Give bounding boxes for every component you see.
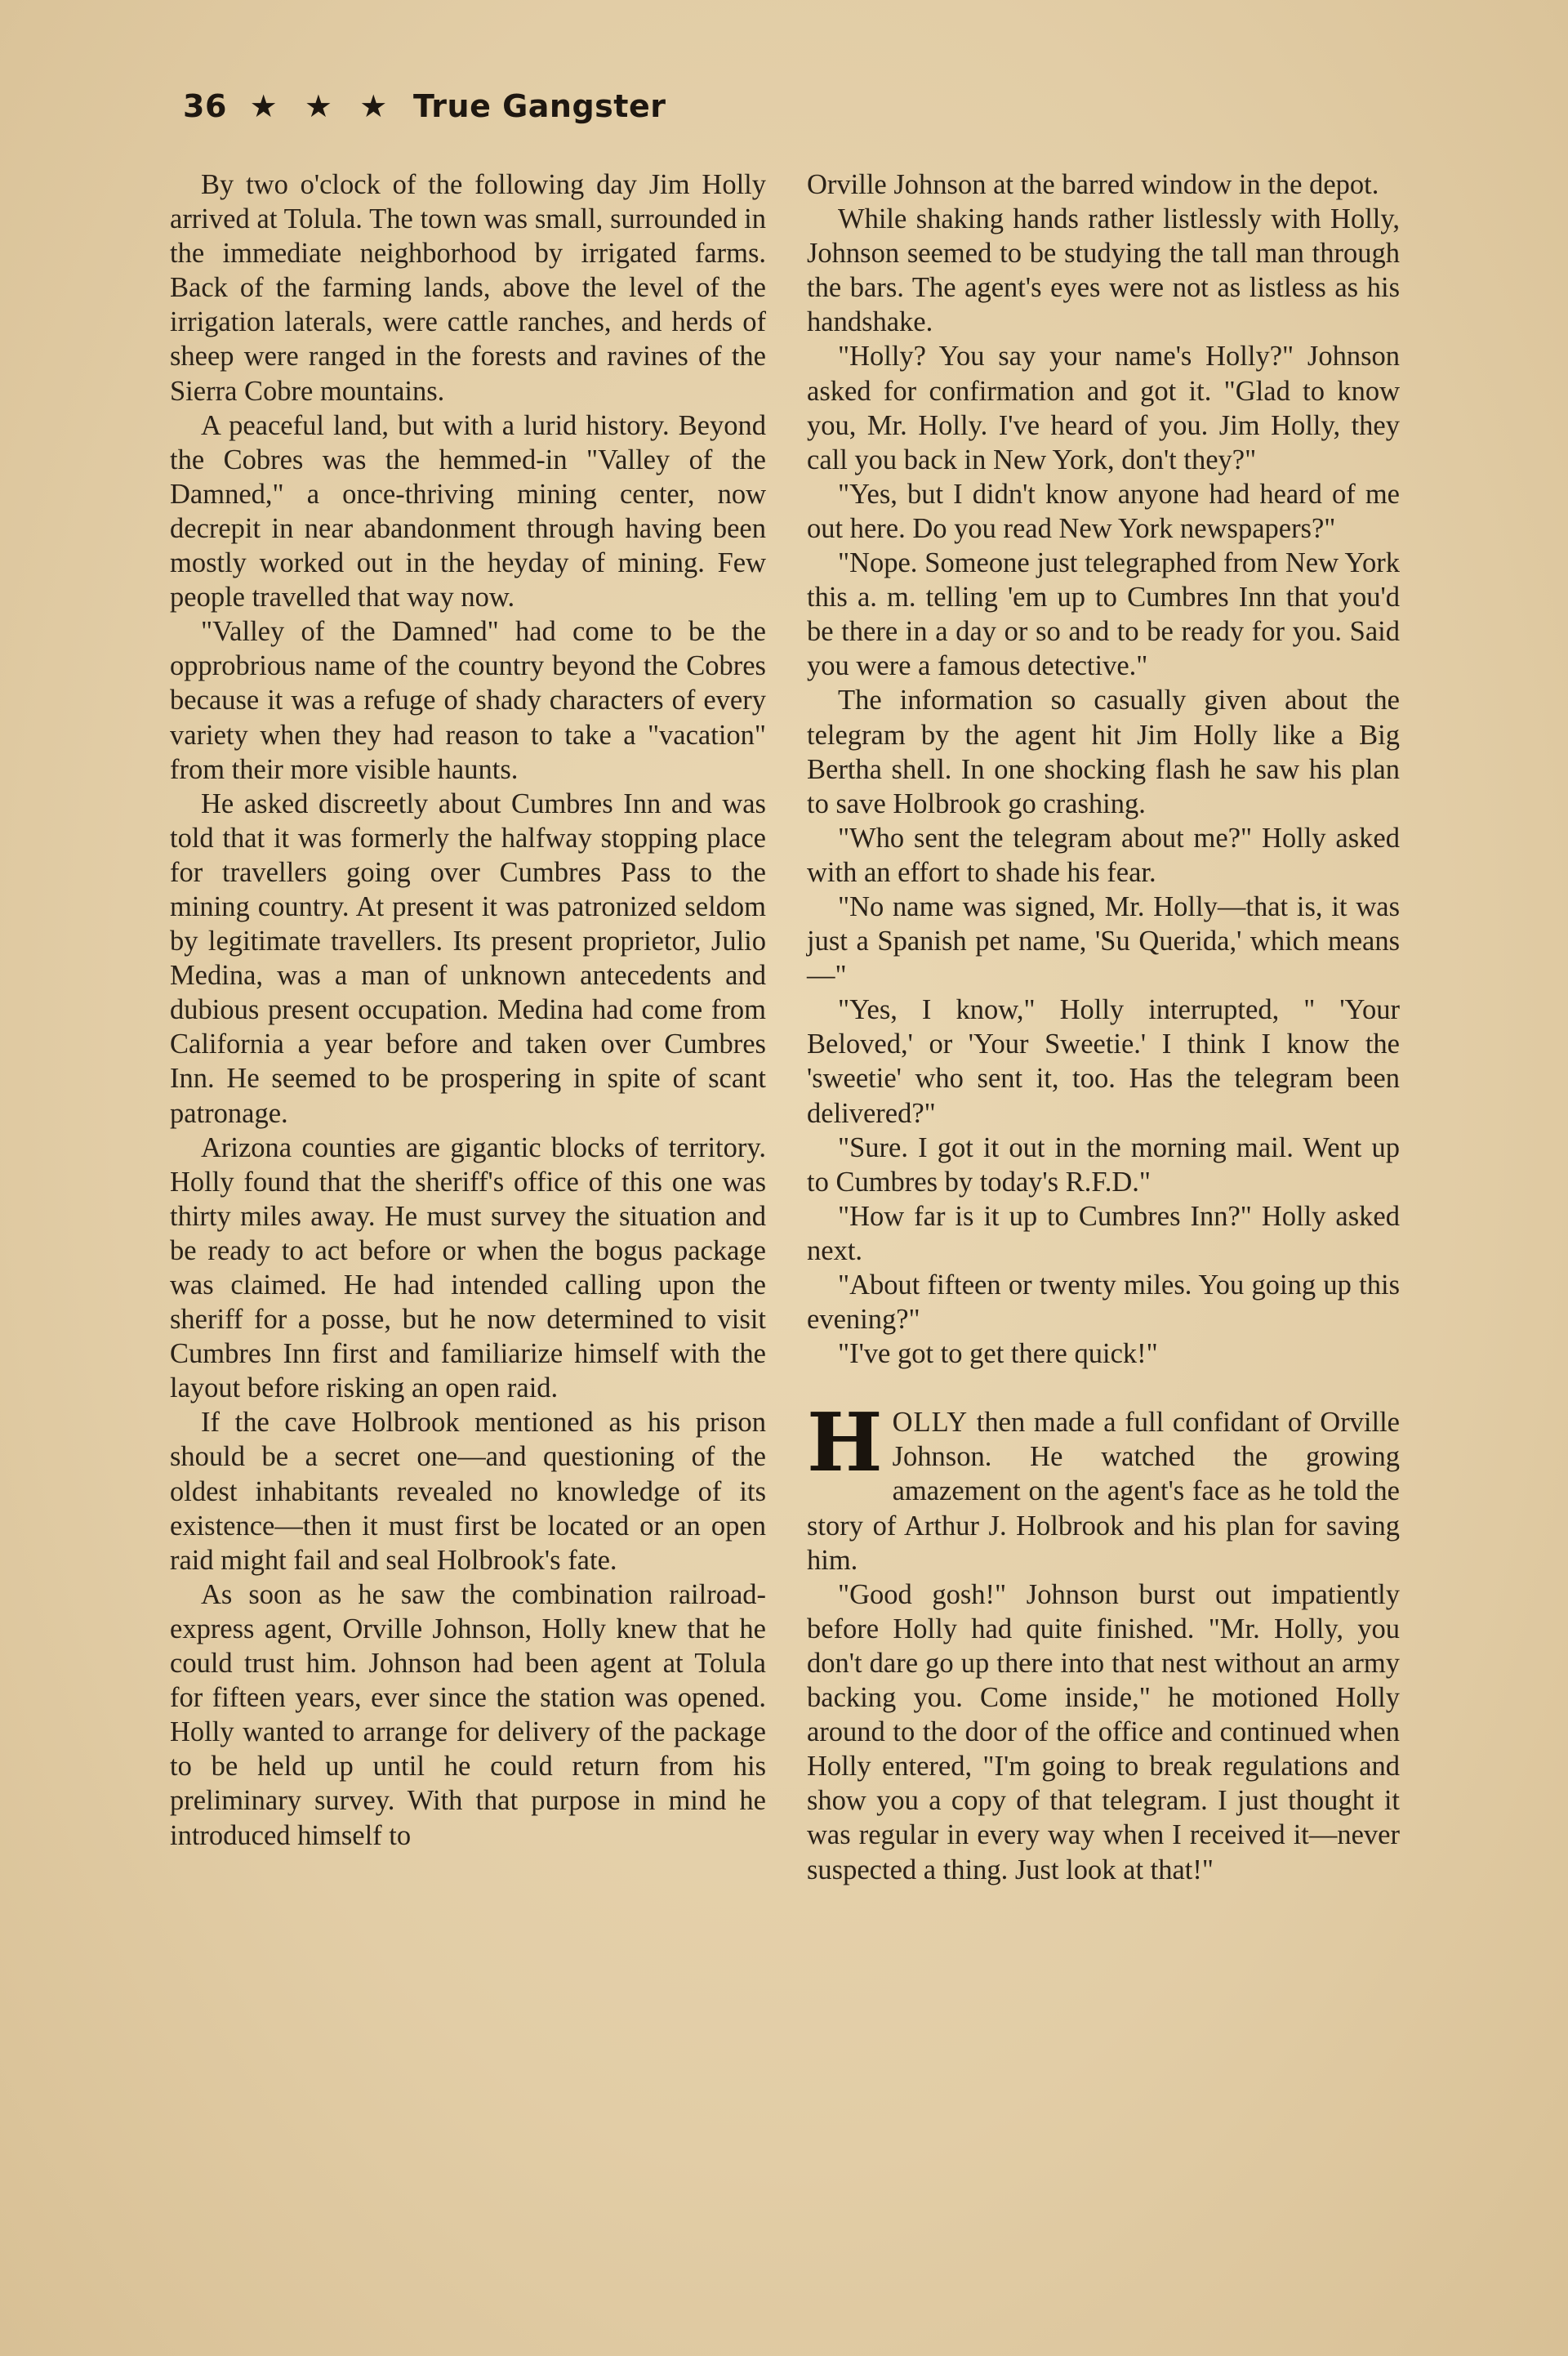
paragraph: "About fifteen or twenty miles. You going up this evening?": [807, 1269, 1400, 1336]
paragraph: "Yes, but I didn't know anyone had heard of me out here. Do you read New York newspapers?": [807, 478, 1400, 544]
paragraph: He asked discreetly about Cumbres Inn and was told that it was formerly the halfway stopping place for travellers going over Cumbres Pass to the mining country. At present it was patronized seldom by legitimate travellers. Its present proprietor, Julio Medina, was a man of unknown antecedents and dubious present occupation. Medina had come from California a year before and taken over Cumbres Inn. He seemed to be prospering in spite of scant patronage.: [170, 788, 766, 1129]
paragraph: By two o'clock of the following day Jim Holly arrived at Tolula. The town was small, surrounded in the immediate neighborhood by irrigated farms. Back of the farming lands, above the level of the irrigation laterals, were cattle ranches, and herds of sheep were ranged in the forests and ravines of the Sierra Cobre mountains.: [170, 169, 766, 407]
paragraph: "I've got to get there quick!": [838, 1338, 1158, 1370]
paragraph: If the cave Holbrook mentioned as his prison should be a secret one—and questioning of the oldest inhabitants revealed no knowledge of its existence—then it must first be located or an open raid might fail and seal Holbrook's fate.: [170, 1407, 766, 1576]
paragraph: "Yes, I know," Holly interrupted, " 'Your Beloved,' or 'Your Sweetie.' I think I know the 'sweetie' who sent it, too. Has the telegram been delivered?": [807, 994, 1400, 1129]
paragraph: "Sure. I got it out in the morning mail. Went up to Cumbres by today's R.F.D.": [807, 1131, 1400, 1198]
magazine-title: True Gangster: [413, 88, 666, 124]
opening-text: then made a full confidant of Orville Johnson. He watched the growing amazement on the agent's face as he told the story of Arthur J. Holbrook and his plan for saving him.: [807, 1407, 1400, 1576]
drop-cap: H: [807, 1396, 883, 1491]
star-rating-icon: ★ ★ ★: [249, 88, 396, 124]
paragraph: "Valley of the Damned" had come to be the opprobrious name of the country beyond the Cobres because it was a refuge of shady characters of every variety when they had reason to take a "vacation" from their more visible haunts.: [170, 616, 766, 785]
paragraph: As soon as he saw the combination railroad-express agent, Orville Johnson, Holly knew that he could trust him. Johnson had been agent at Tolula for fifteen years, ever since the station was opened. Holly wanted to arrange for delivery of the package to be held up until he could return from his preliminary survey. With that purpose in mind he introduced himself to: [170, 1578, 766, 1851]
paragraph: The information so casually given about the telegram by the agent hit Jim Holly like a Big Bertha shell. In one shocking flash he saw his plan to save Holbrook go crashing.: [807, 685, 1400, 819]
paragraph: A peaceful land, but with a lurid history. Beyond the Cobres was the hemmed-in "Valley of the Damned," a once-thriving mining center, now decrepit in near abandonment through having been mostly worked out in the heyday of mining. Few people travelled that way now.: [170, 409, 766, 614]
paragraph: "Nope. Someone just telegraphed from New York this a. m. telling 'em up to Cumbres Inn that you'd be there in a day or so and to be ready for you. Said you were a famous detective.": [807, 547, 1400, 682]
opening-small-caps: OLLY: [892, 1407, 969, 1439]
paragraph: While shaking hands rather listlessly with Holly, Johnson seemed to be studying the tall man through the bars. The agent's eyes were not as listless as his handshake.: [807, 203, 1400, 338]
page-header: [183, 88, 666, 124]
section-opening-paragraph: [807, 1396, 1400, 1577]
left-column: [170, 167, 766, 1853]
paragraph: "How far is it up to Cumbres Inn?" Holly asked next.: [807, 1200, 1400, 1266]
paragraph: "Good gosh!" Johnson burst out impatiently before Holly had quite finished. "Mr. Holly, you don't dare go up there into that nest without an army backing you. Come inside," he motioned Holly around to the door of the office and continued when Holly entered, "I'm going to break regulations and show you a copy of that telegram. I just thought it was regular in every way when I received it—never suspected a thing. Just look at that!": [807, 1578, 1400, 1885]
paragraph: "No name was signed, Mr. Holly—that is, it was just a Spanish pet name, 'Su Querida,' which means—": [807, 890, 1400, 992]
paragraph: Orville Johnson at the barred window in the depot.: [807, 169, 1379, 200]
paragraph: Arizona counties are gigantic blocks of territory. Holly found that the sheriff's office of this one was thirty miles away. He must survey the situation and be ready to act before or when the bogus package was claimed. He had intended calling upon the sheriff for a posse, but he now determined to visit Cumbres Inn first and familiarize himself with the layout before risking an open raid.: [170, 1131, 766, 1404]
paragraph: "Who sent the telegram about me?" Holly asked with an effort to shade his fear.: [807, 822, 1400, 888]
page-number: 36: [183, 88, 227, 124]
right-column: [807, 167, 1400, 1887]
paragraph: "Holly? You say your name's Holly?" Johnson asked for confirmation and got it. "Glad to know you, Mr. Holly. I've heard of you. Jim Holly, they call you back in New York, don't they?": [807, 341, 1400, 475]
